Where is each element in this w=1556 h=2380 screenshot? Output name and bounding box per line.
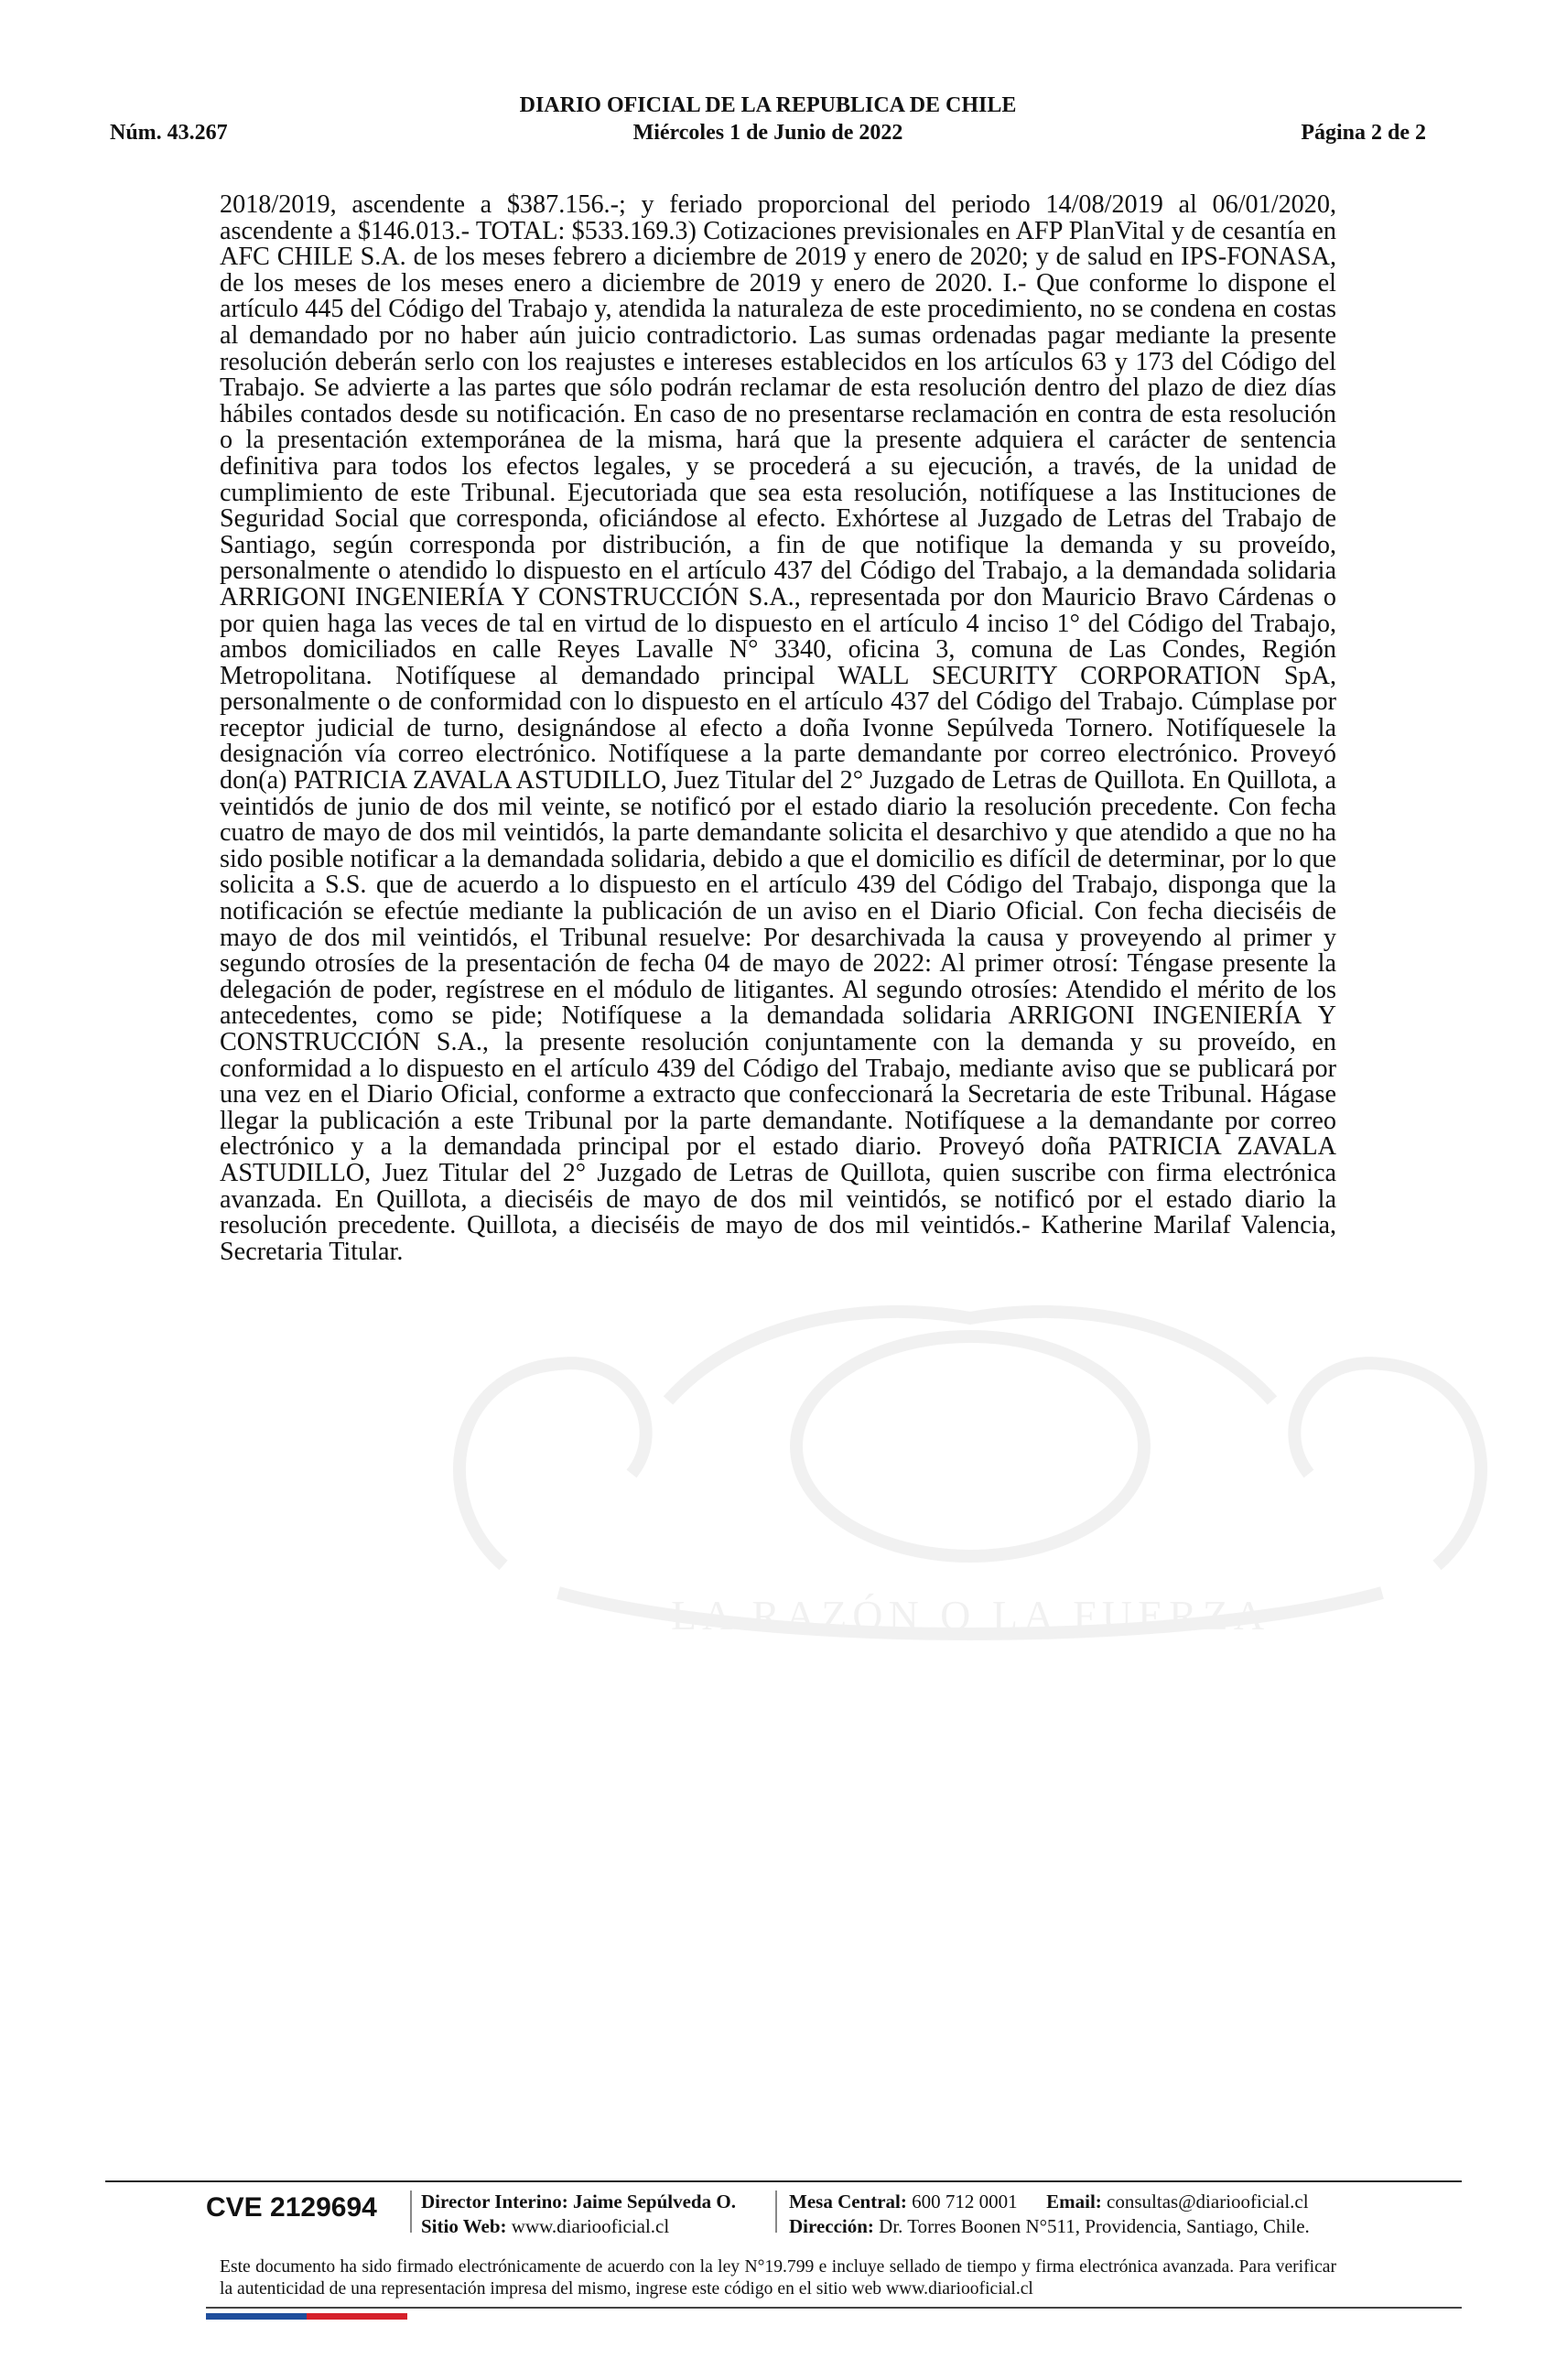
site-label: Sitio Web: — [421, 2215, 507, 2237]
issue-date: Miércoles 1 de Junio de 2022 — [632, 121, 903, 145]
director-name: Jaime Sepúlveda O. — [573, 2191, 736, 2212]
footer-separator — [410, 2191, 412, 2233]
contact-info — [789, 2190, 1310, 2239]
director-info — [421, 2190, 736, 2239]
document-body: 2018/2019, ascendente a $387.156.-; y feriado proporcional del periodo 14/08/2019 al 06/01/2020, ascendente a $146.013.- TOTAL: $533.169.3) Cotizaciones previsionales en AFP PlanVital y de cesantía en AFC CHILE S.A. de los meses febrero a diciembre de 2019 y enero de 2020; y de salud en IPS-FONASA, de los meses de los meses enero a diciembre de 2019 y enero de 2020. I.- Que conforme lo dispone el artículo 445 del Código del Trabajo y, atendida la naturaleza de este procedimiento, no se condena en costas al demandado por no haber aún juicio contradictorio. Las sumas ordenadas pagar mediante la presente resolución deberán serlo con los reajustes e intereses establecidos en los artículos 63 y 173 del Código del Trabajo. Se advierte a las partes que sólo podrán reclamar de esta resolución dentro del plazo de diez días hábiles contados desde su notificación. En caso de no presentarse reclamación en contra de esta resolución o la presentación extemporánea de la misma, hará que la presente adquiera el carácter de sentencia definitiva para todos los efectos legales, y se procederá a su ejecución, a través, de la unidad de cumplimiento de este Tribunal. Ejecutoriada que sea esta resolución, notifíquese a las Instituciones de Seguridad Social que corresponda, oficiándose al efecto. Exhórtese al Juzgado de Letras del Trabajo de Santiago, según corresponda por distribución, a fin de que notifique la demanda y su proveído, personalmente o atendido lo dispuesto en el artículo 437 del Código del Trabajo, a la demandada solidaria ARRIGONI INGENIERÍA Y CONSTRUCCIÓN S.A., representada por don Mauricio Bravo Cárdenas o por quien haga las veces de tal en virtud de lo dispuesto en el artículo 4 inciso 1° del Código del Trabajo, ambos domiciliados en calle Reyes Lavalle N° 3340, oficina 3, comuna de Las Condes, Región Metropolitana. Notifíquese al demandado principal WALL SECURITY CORPORATION SpA, personalmente o de conformidad con lo dispuesto en el artículo 437 del Código del Trabajo. Cúmplase por receptor judicial de turno, designándose al efecto a doña Ivonne Sepúlveda Tornero. Notifíquesele la designación vía correo electrónico. Notifíquese a la parte demandante por correo electrónico. Proveyó don(a) PATRICIA ZAVALA ASTUDILLO, Juez Titular del 2° Juzgado de Letras de Quillota. En Quillota, a veintidós de junio de dos mil veinte, se notificó por el estado diario la resolución precedente. Con fecha cuatro de mayo de dos mil veintidós, la parte demandante solicita el desarchivo y que atendido a que no ha sido posible notificar a la demandada solidaria, debido a que el domicilio es difícil de determinar, por lo que solicita a S.S. que de acuerdo a lo dispuesto en el artículo 439 del Código del Trabajo, disponga que la notificación se efectúe mediante la publicación de un aviso en el Diario Oficial. Con fecha dieciséis de mayo de dos mil veintidós, el Tribunal resuelve: Por desarchivada la causa y proveyendo al primer y segundo otrosíes de la presentación de fecha 04 de mayo de 2022: Al primer otrosí: Téngase presente la delegación de poder, regístrese en el módulo de litigantes. Al segundo otrosíes: Atendido el mérito de los antecedentes, como se pide; Notifíquese a la demandada solidaria ARRIGONI INGENIERÍA Y CONSTRUCCIÓN S.A., la presente resolución conjuntamente con la demanda y su proveído, en conformidad a lo dispuesto en el artículo 439 del Código del Trabajo, mediante aviso que se publicará por una vez en el Diario Oficial, conforme a extracto que confeccionará la Secretaria de este Tribunal. Hágase llegar la publicación a este Tribunal por la parte demandante. Notifíquese a la demandante por correo electrónico y a la demandada principal por el estado diario. Proveyó doña PATRICIA ZAVALA ASTUDILLO, Juez Titular del 2° Juzgado de Letras de Quillota, quien suscribe con firma electrónica avanzada. En Quillota, a dieciséis de mayo de dos mil veintidós, se notificó por el estado diario la resolución precedente. Quillota, a dieciséis de mayo de dos mil veintidós.- Katherine Marilaf Valencia, Secretaria Titular. — [220, 190, 1336, 1266]
phone-value: 600 712 0001 — [912, 2191, 1018, 2212]
footer-divider — [105, 2180, 1462, 2182]
email-value: consultas@diariooficial.cl — [1107, 2191, 1309, 2212]
signature-note: Este documento ha sido firmado electrónicamente de acuerdo con la ley N°19.799 e incluye sellado de tiempo y firma electrónica avanzada. Para verificar la autenticidad de una representación impresa del mismo, ingrese este código en el sitio web www.diariooficial.cl — [220, 2257, 1336, 2299]
address-label: Dirección: — [789, 2215, 874, 2237]
bottom-divider — [206, 2307, 1462, 2309]
cve-code: CVE 2129694 — [206, 2192, 377, 2223]
site-value: www.diariooficial.cl — [511, 2215, 670, 2237]
page-number: Página 2 de 2 — [1301, 121, 1426, 145]
email-label: Email: — [1046, 2191, 1102, 2212]
issue-number: Núm. 43.267 — [110, 121, 228, 145]
coat-of-arms-watermark — [394, 1263, 1547, 1684]
watermark-motto: LA RAZÓN O LA FUERZA — [670, 1592, 1270, 1639]
director-label: Director Interino: — [421, 2191, 568, 2212]
phone-label: Mesa Central: — [789, 2191, 907, 2212]
address-value: Dr. Torres Boonen N°511, Providencia, Santiago, Chile. — [879, 2215, 1310, 2237]
flag-stripe-red — [307, 2313, 407, 2320]
page-header — [110, 93, 1426, 152]
publication-title: DIARIO OFICIAL DE LA REPUBLICA DE CHILE — [519, 93, 1017, 117]
footer-separator — [775, 2191, 777, 2233]
flag-stripe-blue — [206, 2313, 307, 2320]
